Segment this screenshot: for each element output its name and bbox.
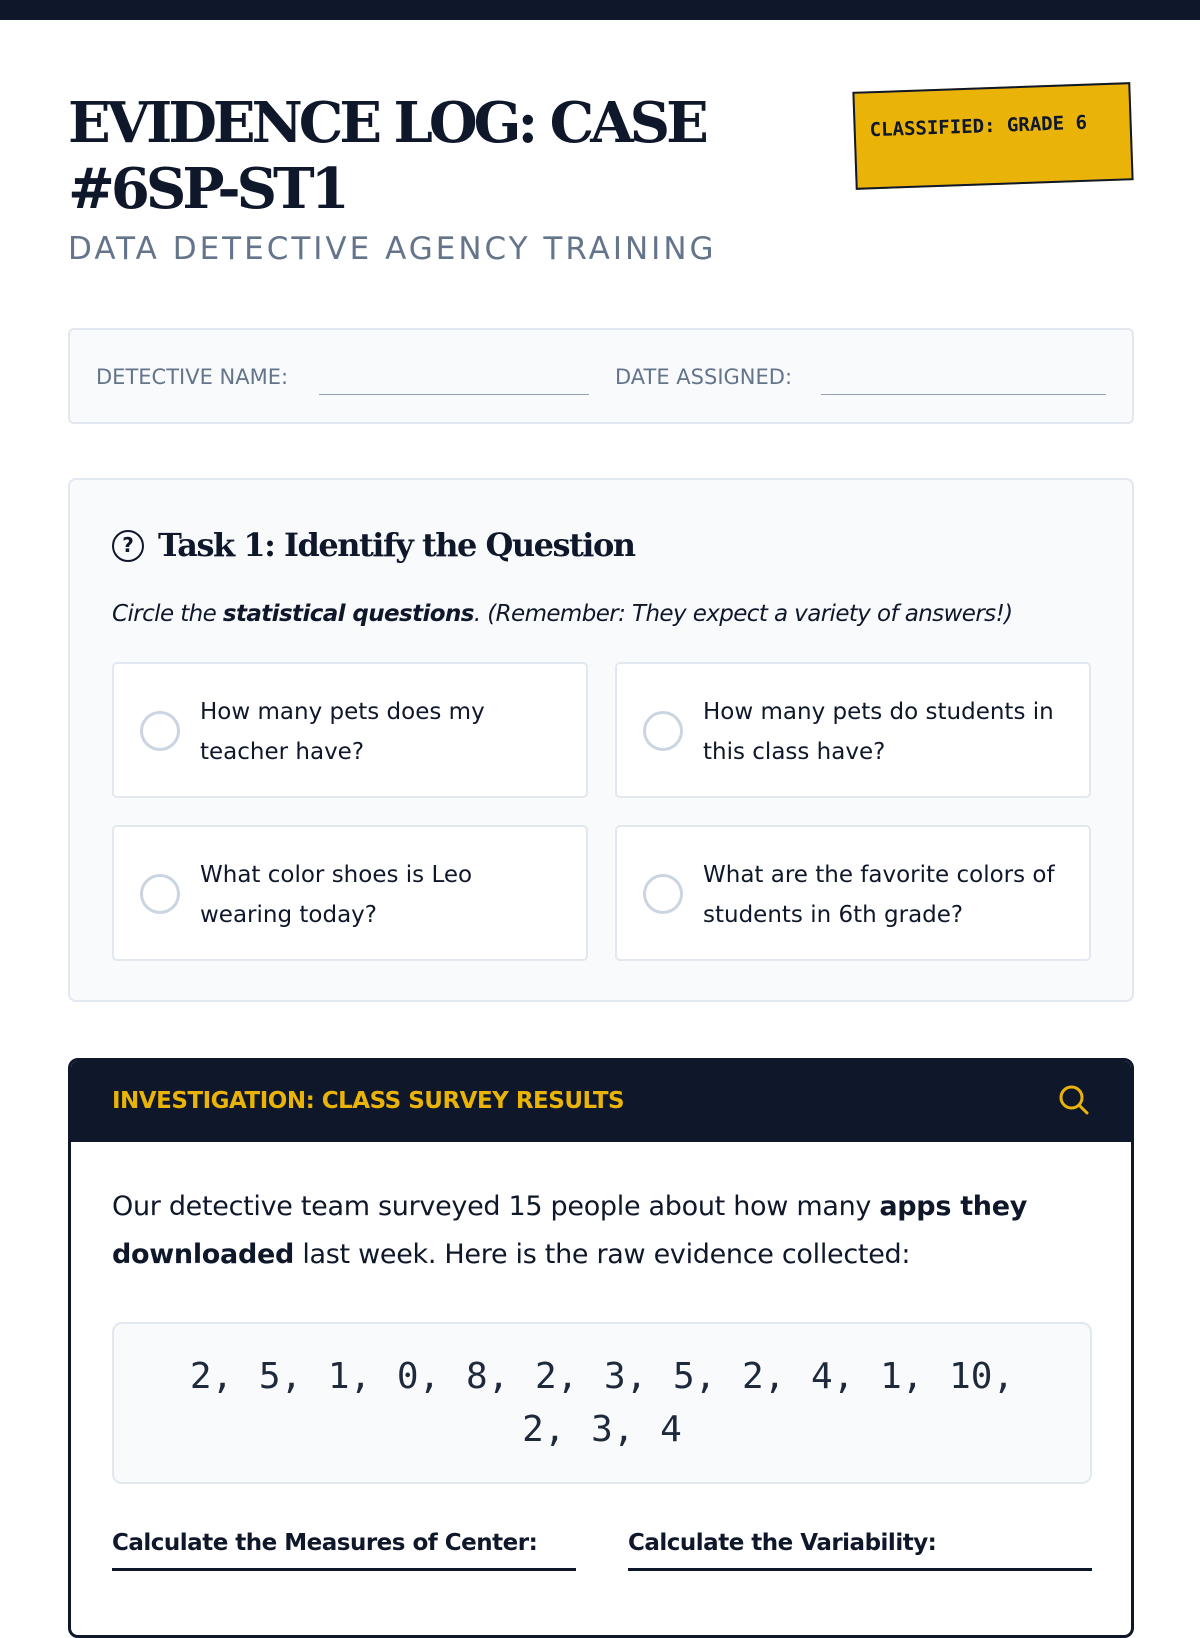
measures-of-center-label: Calculate the Measures of Center: xyxy=(112,1527,576,1571)
variability-label: Calculate the Variability: xyxy=(628,1527,1092,1571)
page-title: EVIDENCE LOG: CASE #6SP-ST1 xyxy=(68,90,705,222)
classified-stamp: CLASSIFIED: GRADE 6 xyxy=(852,82,1133,190)
task-1-instruction xyxy=(112,597,1013,631)
question-option-2[interactable] xyxy=(615,662,1091,798)
investigation-panel xyxy=(68,1058,1134,1638)
description-text-start: Our detective team surveyed 15 people about how many xyxy=(112,1191,880,1222)
question-text: What are the favorite colors of students in 6th grade? xyxy=(703,862,1055,928)
radio-button[interactable] xyxy=(643,874,683,914)
radio-button[interactable] xyxy=(643,711,683,751)
instruction-text-end: . (Remember: They expect a variety of answers!) xyxy=(473,601,1013,627)
date-assigned-label: DATE ASSIGNED: xyxy=(615,365,793,389)
task-1-title: Task 1: Identify the Question xyxy=(158,526,635,564)
question-option-4[interactable] xyxy=(615,825,1091,961)
description-emphasis: apps they downloaded xyxy=(112,1191,1028,1270)
instruction-emphasis: statistical questions xyxy=(222,601,474,627)
top-bar xyxy=(0,0,1200,20)
question-text: What color shoes is Leo wearing today? xyxy=(200,862,473,928)
detective-name-field[interactable] xyxy=(319,394,589,395)
question-option-1[interactable] xyxy=(112,662,588,798)
detective-info-panel xyxy=(68,328,1134,424)
investigation-header xyxy=(71,1061,1131,1142)
radio-button[interactable] xyxy=(140,874,180,914)
raw-evidence-data: 2, 5, 1, 0, 8, 2, 3, 5, 2, 4, 1, 10, 2, 3, 4 xyxy=(112,1322,1092,1484)
question-circle-icon: ? xyxy=(112,530,144,562)
investigation-title: INVESTIGATION: CLASS SURVEY RESULTS xyxy=(112,1088,625,1114)
page-subtitle: DATA DETECTIVE AGENCY TRAINING xyxy=(68,231,717,267)
task-1-panel xyxy=(68,478,1134,1002)
question-text: How many pets does my teacher have? xyxy=(200,699,485,765)
date-assigned-field[interactable] xyxy=(821,394,1106,395)
detective-name-label: DETECTIVE NAME: xyxy=(96,365,289,389)
question-text: How many pets do students in this class have? xyxy=(703,699,1054,765)
investigation-description xyxy=(112,1183,1072,1279)
description-text-end: last week. Here is the raw evidence collected: xyxy=(294,1239,911,1270)
radio-button[interactable] xyxy=(140,711,180,751)
question-option-3[interactable] xyxy=(112,825,588,961)
instruction-text-start: Circle the xyxy=(112,601,223,627)
search-icon[interactable] xyxy=(1057,1083,1091,1117)
